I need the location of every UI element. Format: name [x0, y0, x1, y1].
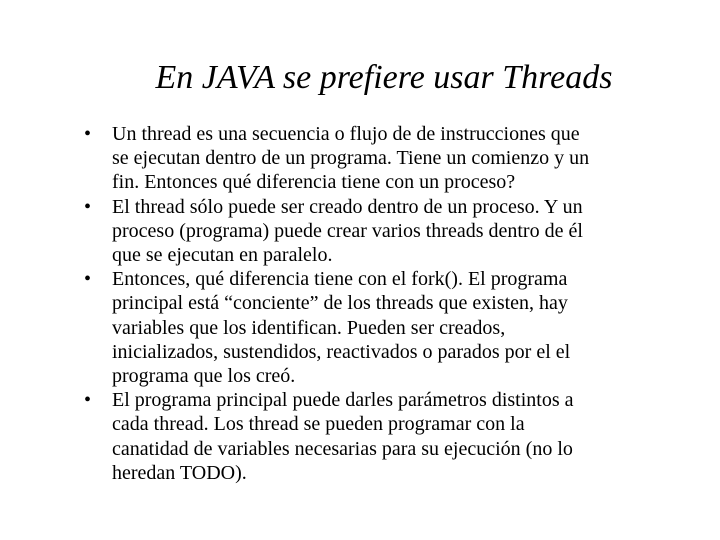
- bullet-item-1: [84, 122, 694, 195]
- bullet-line: principal está “conciente” de los threads que existen, hay: [112, 292, 568, 315]
- bullet-line: que se ejecutan en paralelo.: [112, 244, 333, 267]
- bullet-line: heredan TODO).: [112, 461, 247, 484]
- bullet-line: cada thread. Los thread se pueden programar con la: [112, 413, 525, 436]
- bullet-dot-icon: •: [84, 389, 92, 412]
- bullet-line: programa que los creó.: [112, 365, 296, 388]
- bullet-line: El thread sólo puede ser creado dentro de un proceso. Y un: [112, 195, 583, 218]
- bullet-item-3: [84, 267, 694, 388]
- bullet-dot-icon: •: [84, 268, 92, 291]
- bullet-item-4: [84, 388, 694, 485]
- bullet-line: inicializados, sustendidos, reactivados o parados por el el: [112, 340, 571, 363]
- bullet-line: Entonces, qué diferencia tiene con el fork(). El programa: [112, 268, 568, 291]
- bullet-dot-icon: •: [84, 195, 92, 218]
- bullet-line: fin. Entonces qué diferencia tiene con un proceso?: [112, 171, 516, 194]
- bullet-line: se ejecutan dentro de un programa. Tiene un comienzo y un: [112, 147, 590, 170]
- bullet-line: variables que los identifican. Pueden ser creados,: [112, 316, 506, 339]
- bullet-line: Un thread es una secuencia o flujo de de instrucciones que: [112, 123, 580, 145]
- slide-title: En JAVA se prefiere usar Threads: [155, 59, 613, 96]
- bullet-line: El programa principal puede darles parámetros distintos a: [112, 389, 574, 412]
- bullet-list: [84, 122, 694, 485]
- bullet-dot-icon: •: [84, 123, 92, 145]
- bullet-line: proceso (programa) puede crear varios threads dentro de él: [112, 219, 583, 242]
- bullet-line: canatidad de variables necesarias para su ejecución (no lo: [112, 437, 573, 460]
- bullet-item-2: [84, 195, 694, 268]
